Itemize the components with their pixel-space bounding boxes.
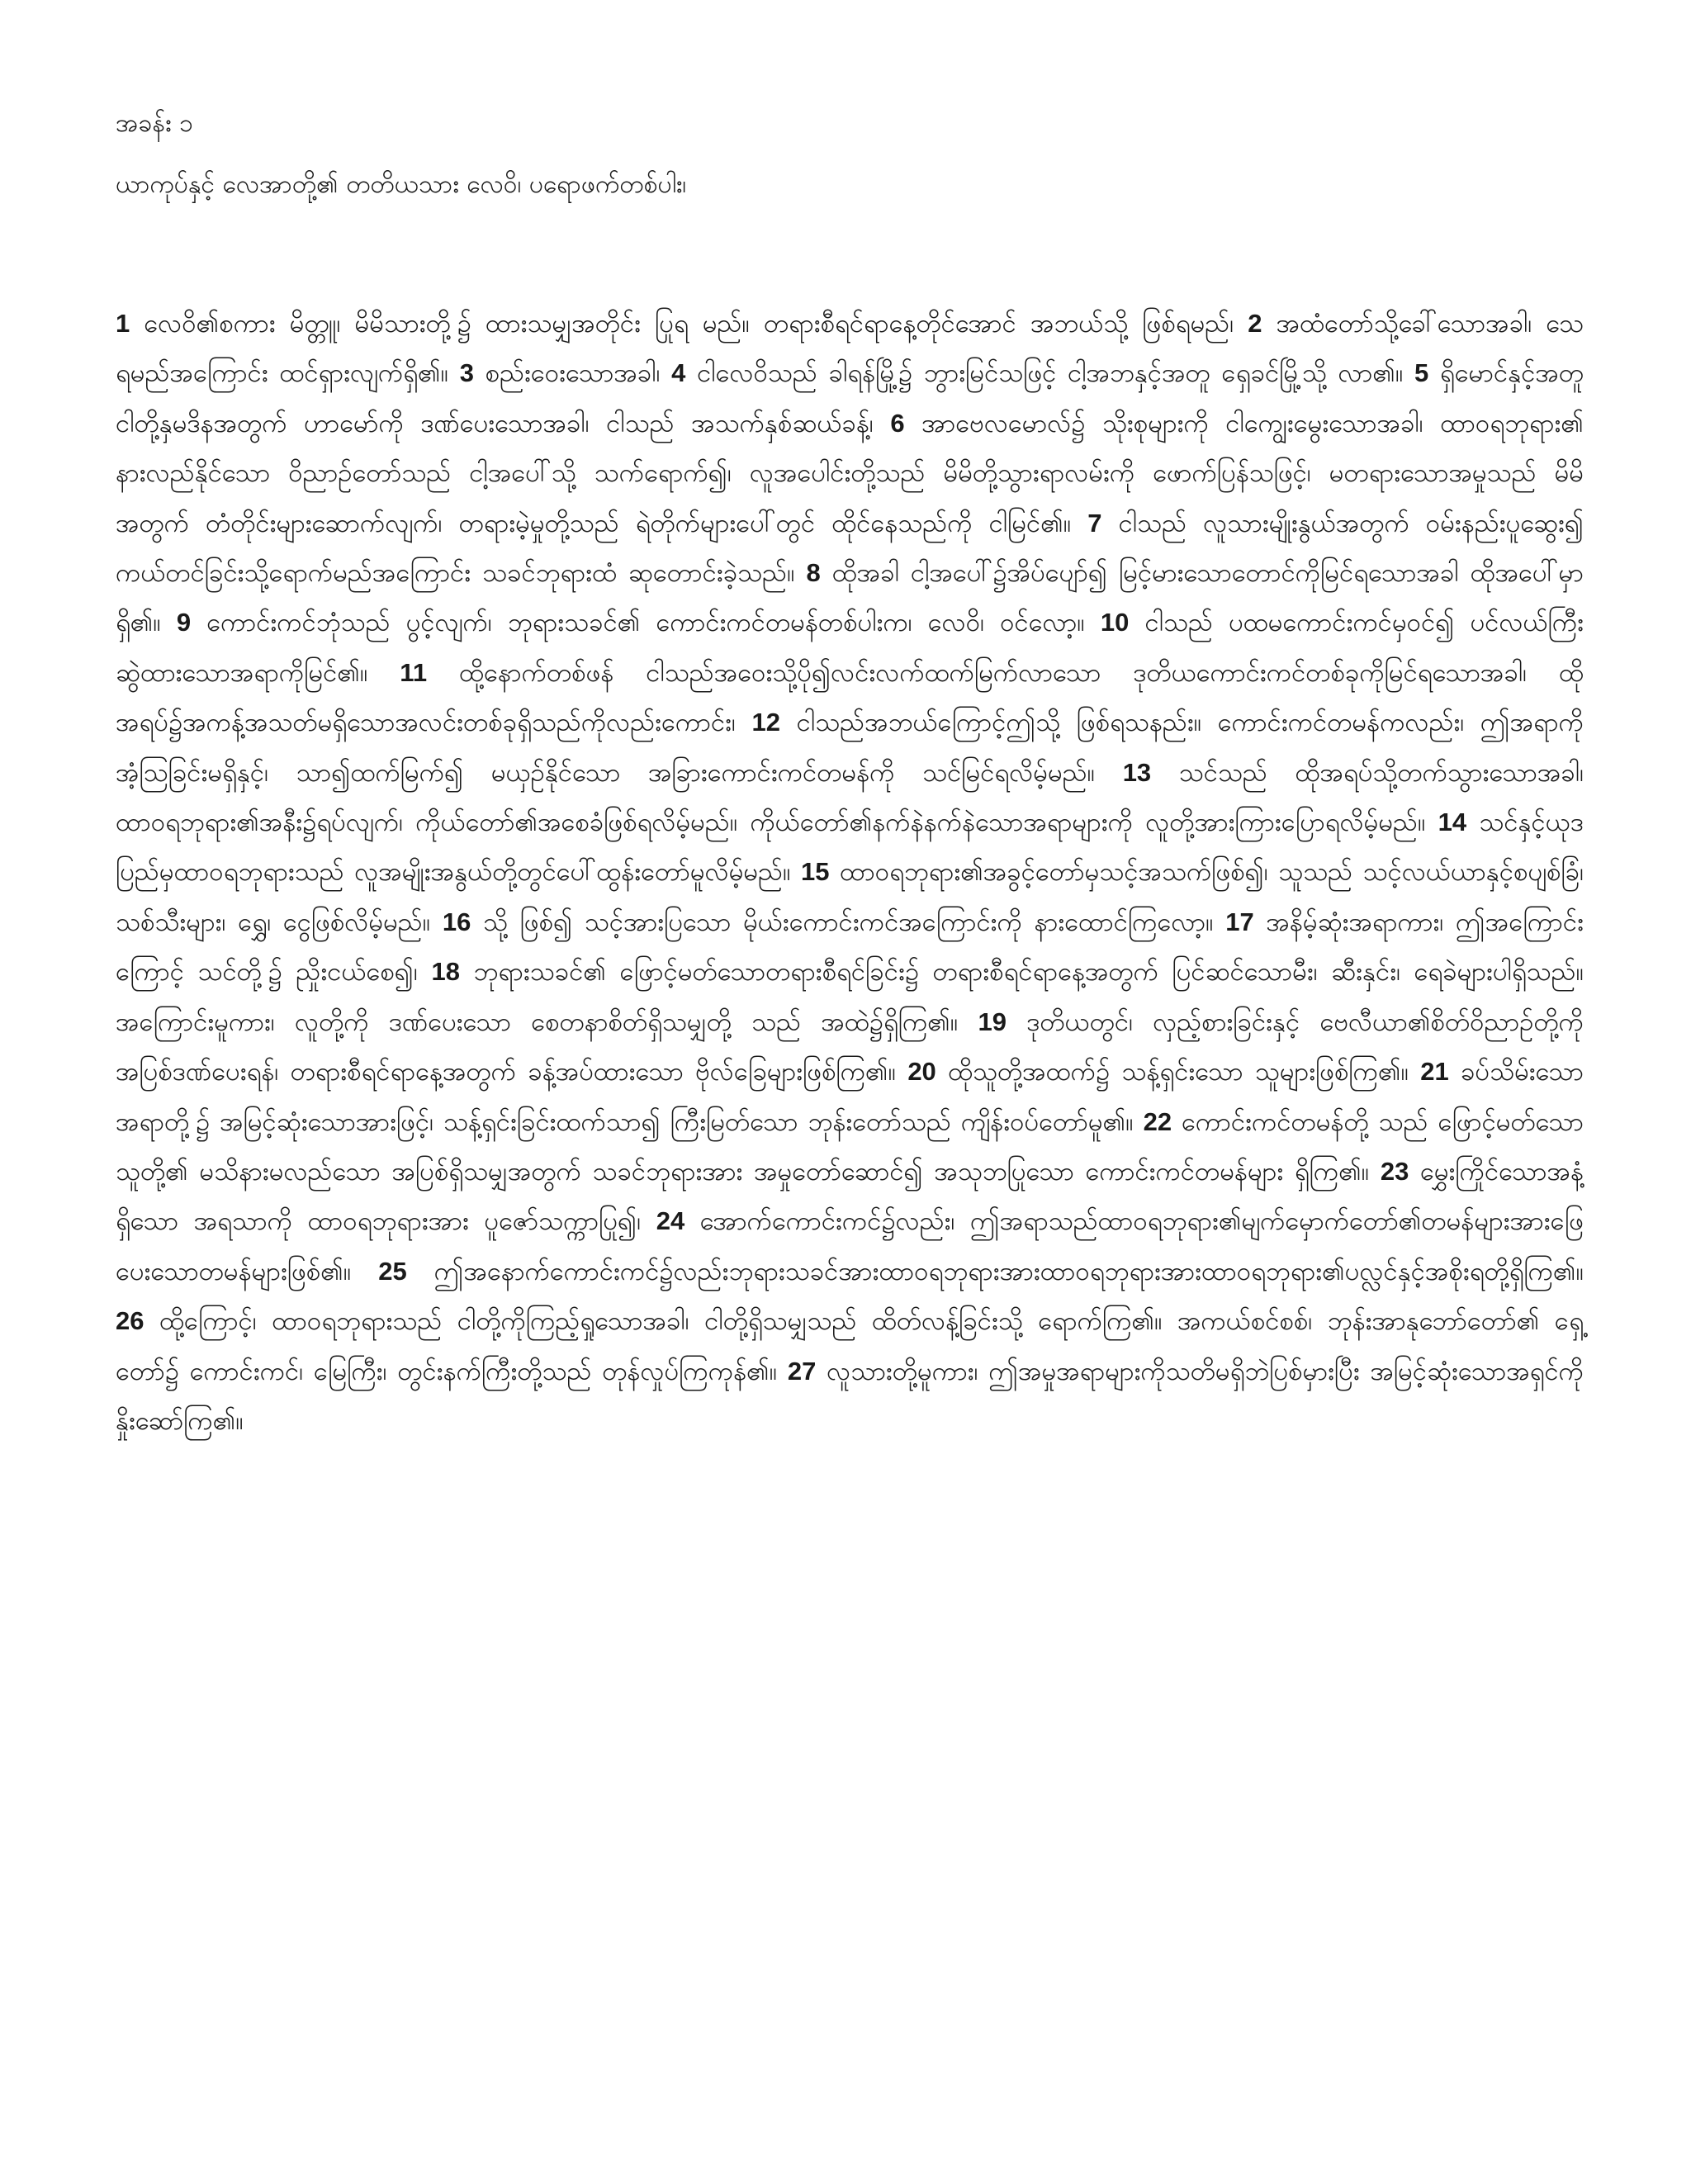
verse-text: ဤအနောက်ကောင်းကင်၌လည်းဘုရားသခင်အားထာဝရဘုရားအားထာဝရဘုရားအားထာဝရဘုရား၏ပလ္လင်နှင့်အစိုးရတို့ရှိကြ၏။ [433,1256,1584,1286]
verse-number: 15 [801,857,830,887]
verse-number: 14 [1438,808,1467,837]
verse-number: 19 [978,1007,1007,1036]
verse-number: 12 [751,708,781,737]
verse-number: 17 [1225,907,1254,936]
verse-number: 3 [459,358,474,388]
verse-number: 5 [1414,358,1429,388]
verse-number: 2 [1248,309,1262,338]
verse-text: အာဗေလမောလ်၌ သိုးစုများကို ငါကျွေးမွေးသောအခါ၊ ထာဝရဘုရား၏ နားလည်နိုင်သော ဝိညာဉ်တော်သည် ငါ့အပေါ်သို့ သက်ရောက်၍၊ လူအပေါင်းတို့သည် မိမိတို့သွားရာလမ်းကို ဖောက်ပြန်သဖြင့်၊ မတရားသောအမှုသည် မိမိအတွက် တံတိုင်းများဆောက်လျက်၊ တရားမဲ့မှုတို့သည် ရဲတိုက်များပေါ်တွင် ထိုင်နေသည်ကို ငါမြင်၏။ [116,408,1584,538]
verse-paragraph [116,299,1584,1446]
verse-text: ထို့ကြောင့်၊ ထာဝရဘုရားသည် ငါတို့ကိုကြည့်ရှုသောအခါ၊ ငါတို့ရှိသမျှသည် ထိတ်လန့်ခြင်းသို့ ရောက်ကြ၏။ အကယ်စင်စစ်၊ ဘုန်းအာနုဘော်တော်၏ ရှေ့တော်၌ ကောင်းကင်၊ မြေကြီး၊ တွင်းနက်ကြီးတို့သည် တုန်လှုပ်ကြကုန်၏။ [116,1306,1584,1386]
verse-number: 18 [431,957,460,987]
verse-text: ငါသည် လူသားမျိုးနွယ်အတွက် ဝမ်းနည်းပူဆွေး၍ ကယ်တင်ခြင်းသို့ရောက်မည်အကြောင်း သခင်ဘုရားထံ ဆုတောင်းခဲ့သည်။ [116,508,1584,589]
verse-number: 22 [1143,1106,1172,1136]
verse-number: 20 [907,1057,936,1087]
verse-text: ခပ်သိမ်းသောအရာတို့၌ အမြင့်ဆုံးသောအားဖြင့်၊ သန့်ရှင်းခြင်းထက်သာ၍ ကြီးမြတ်သော ဘုန်းတော်သည် ကျိန်းဝပ်တော်မူ၏။ [116,1057,1584,1137]
verse-number: 7 [1087,508,1102,538]
verse-text: ကောင်းကင်ဘုံသည် ပွင့်လျက်၊ ဘုရားသခင်၏ ကောင်းကင်တမန်တစ်ပါးက၊ လေဝိ၊ ဝင်လော့။ [206,608,1085,638]
verse-number: 27 [787,1356,817,1386]
verse-text: မွှေးကြိုင်သောအနံ့ရှိသော အရသာကို ထာဝရဘုရားအား ပူဇော်သက္ကာပြု၍၊ [116,1156,1584,1237]
verse-text: ငါသည် ပထမကောင်းကင်မှဝင်၍ ပင်လယ်ကြီးဆွဲထားသောအရာကိုမြင်၏။ [116,608,1584,688]
verse-number: 11 [400,657,428,687]
verse-number: 23 [1380,1156,1409,1186]
verse-number: 16 [442,907,471,936]
verse-text: ငါလေဝိသည် ခါရန်မြို့၌ ဘွားမြင်သဖြင့် ငါ့အဘနှင့်အတူ ရှေခင်မြို့သို့ လာ၏။ [697,358,1404,389]
verse-text: သင်နှင့်ယုဒပြည်မှထာဝရဘုရားသည် လူအမျိုးအနွယ်တို့တွင်ပေါ်ထွန်းတော်မူလိမ့်မည်။ [116,808,1584,888]
verse-text: ဘုရားသခင်၏ ဖြောင့်မတ်သောတရားစီရင်ခြင်း၌ တရားစီရင်ရာနေ့အတွက် ပြင်ဆင်သောမီး၊ ဆီးနှင်း၊ ရေခဲများပါရှိသည်။ အကြောင်းမူကား၊ လူတို့ကို ဒဏ်ပေးသော စေတနာစိတ်ရှိသမျှတို့ သည် အထဲ၌ရှိကြ၏။ [116,957,1584,1037]
verse-number: 21 [1420,1057,1449,1087]
verse-text: ငါသည်အဘယ်ကြောင့်ဤသို့ ဖြစ်ရသနည်း။ ကောင်းကင်တမန်ကလည်း၊ ဤအရာကို အံ့သြခြင်းမရှိနှင့်၊ သာ၍ထက်မြက်၍ မယှဉ်နိုင်သော အခြားကောင်းကင်တမန်ကို သင်မြင်ရလိမ့်မည်။ [116,708,1584,788]
verse-text: သင်သည် ထိုအရပ်သို့တက်သွားသောအခါ၊ ထာဝရဘုရား၏အနီး၌ရပ်လျက်၊ ကိုယ်တော်၏အစေခံဖြစ်ရလိမ့်မည်။ ကိုယ်တော်၏နက်နဲနက်နဲသောအရာများကို လူတို့အားကြားပြောရလိမ့်မည်။ [116,757,1584,838]
verse-text: လူသားတို့မူကား၊ ဤအမှုအရာများကိုသတိမရှိဘဲပြစ်မှားပြီး အမြင့်ဆုံးသောအရှင်ကိုနှိုးဆော်ကြ၏။ [116,1356,1584,1436]
verse-text: ကောင်းကင်တမန်တို့ သည် ဖြောင့်မတ်သော သူတို့၏ မသိနားမလည်သော အပြစ်ရှိသမျှအတွက် သခင်ဘုရားအား အမှုတော်ဆောင်၍ အသုဘပြုသော ကောင်းကင်တမန်များ ရှိကြ၏။ [116,1106,1584,1187]
document-content [116,107,1584,1446]
verse-number: 26 [116,1306,144,1336]
verse-number: 4 [671,358,686,388]
verse-text: စည်းဝေးသောအခါ၊ [485,358,661,389]
verse-number: 1 [116,309,130,338]
verse-text: ထာဝရဘုရား၏အခွင့်တော်မှသင့်အသက်ဖြစ်၍၊ သူသည် သင့်လယ်ယာနှင့်စပျစ်ခြံ၊ သစ်သီးများ၊ ရွှေ၊ ငွေဖြစ်လိမ့်မည်။ [116,857,1584,937]
verse-text: ထို့နောက်တစ်ဖန် ငါသည်အဝေးသို့ပို၍လင်းလက်ထက်မြက်လာသော ဒုတိယကောင်းကင်တစ်ခုကိုမြင်ရသောအခါ၊ ထိုအရပ်၌အကန့်အသတ်မရှိသောအလင်းတစ်ခုရှိသည်ကိုလည်းကောင်း၊ [116,657,1584,738]
verse-text: ဒုတိယတွင်၊ လှည့်စားခြင်းနှင့် ဗေလီယာ၏စိတ်ဝိညာဉ်တို့ကို အပြစ်ဒဏ်ပေးရန်၊ တရားစီရင်ရာနေ့အတွက် ခန့်အပ်ထားသော ဗိုလ်ခြေများဖြစ်ကြ၏။ [116,1007,1584,1087]
verse-text: သို့ ဖြစ်၍ သင့်အားပြသော မိုယ်းကောင်းကင်အကြောင်းကို နားထောင်ကြလော့။ [483,907,1214,937]
verse-number: 25 [378,1256,407,1286]
verse-number: 8 [806,558,821,588]
verse-text: အောက်ကောင်းကင်၌လည်း၊ ဤအရာသည်ထာဝရဘုရား၏မျက်မှောက်တော်၏တမန်များအားဖြေပေးသောတမန်များဖြစ်၏။ [116,1206,1584,1286]
verse-text: အထံတော်သို့ခေါ်သောအခါ၊ သေရမည်အကြောင်း ထင်ရှားလျက်ရှိ၏။ [116,309,1584,389]
verse-text: ထိုအခါ ငါ့အပေါ်၌အိပ်ပျော်၍ မြင့်မားသောတောင်ကိုမြင်ရသောအခါ ထိုအပေါ်မှာရှိ၏။ [116,558,1584,638]
verse-text: လေဝိ၏စကား မိတ္တူ၊ မိမိသားတို့၌ ထားသမျှအတိုင်း ပြုရ မည်။ တရားစီရင်ရာနေ့တိုင်အောင် အဘယ်သို့ ဖြစ်ရမည်၊ [144,309,1234,339]
chapter-subtitle: ယာကုပ်နှင့် လေအာတို့၏ တတိယသား လေဝိ၊ ပရောဖက်တစ်ပါး၊ [116,170,687,199]
chapter-heading: အခန်း ၁ [116,109,193,138]
verse-text: ရှိမောင်နှင့်အတူ ငါတို့နှမဒိနအတွက် ဟာမော်ကို ဒဏ်ပေးသောအခါ၊ ငါသည် အသက်နှစ်ဆယ်ခန့်၊ [116,358,1584,438]
verse-number: 24 [656,1206,685,1236]
verse-text: အနိမ့်ဆုံးအရာကား၊ ဤအကြောင်းကြောင့် သင်တို့၌ ညှိုးငယ်စေ၍၊ [116,907,1584,988]
verse-number: 6 [890,408,905,438]
verse-number: 10 [1100,608,1130,637]
verse-number: 13 [1122,757,1152,787]
verse-number: 9 [176,608,192,637]
verse-text: ထိုသူတို့အထက်၌ သန့်ရှင်းသော သူများဖြစ်ကြ၏။ [948,1057,1409,1087]
